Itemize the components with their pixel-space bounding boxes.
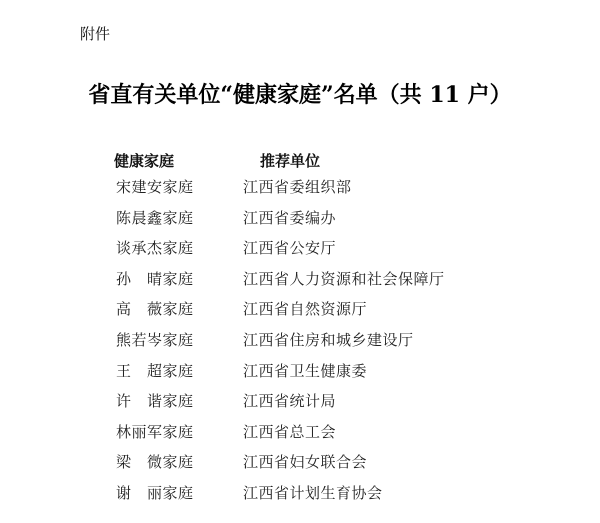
recommending-unit: 江西省公安厅 xyxy=(243,239,337,258)
table-row xyxy=(0,298,600,329)
column-header-family: 健康家庭 xyxy=(114,152,175,170)
table-row xyxy=(0,390,600,421)
recommending-unit: 江西省统计局 xyxy=(243,392,337,411)
table-row xyxy=(0,360,600,391)
table-row xyxy=(0,451,600,482)
table-row xyxy=(0,329,600,360)
table-header xyxy=(0,150,600,172)
table-row xyxy=(0,237,600,268)
recommending-unit: 江西省委编办 xyxy=(243,208,337,227)
table-row xyxy=(0,482,600,513)
table-row xyxy=(0,421,600,452)
family-name: 熊若岑家庭 xyxy=(116,330,194,349)
family-name: 高 薇家庭 xyxy=(116,300,194,319)
table-row xyxy=(0,268,600,299)
family-name: 宋建安家庭 xyxy=(116,178,194,196)
recommending-unit: 江西省委组织部 xyxy=(243,178,352,196)
family-name: 许 谐家庭 xyxy=(116,392,194,411)
column-header-unit: 推荐单位 xyxy=(260,152,321,170)
family-list xyxy=(0,176,600,513)
recommending-unit: 江西省人力资源和社会保障厅 xyxy=(243,269,445,288)
recommending-unit: 江西省妇女联合会 xyxy=(243,453,368,472)
recommending-unit: 江西省自然资源厅 xyxy=(243,300,368,319)
family-name: 谢 丽家庭 xyxy=(116,483,194,502)
recommending-unit: 江西省总工会 xyxy=(243,422,337,441)
family-name: 林丽军家庭 xyxy=(116,422,194,441)
recommending-unit: 江西省计划生育协会 xyxy=(243,483,383,502)
table-row xyxy=(0,207,600,238)
family-name: 陈晨鑫家庭 xyxy=(116,208,194,227)
family-name: 王 超家庭 xyxy=(116,361,194,380)
family-name: 谈承杰家庭 xyxy=(116,239,194,258)
family-name: 孙 晴家庭 xyxy=(116,269,194,288)
attachment-label: 附件 xyxy=(80,25,111,43)
recommending-unit: 江西省住房和城乡建设厅 xyxy=(243,330,414,349)
document-title: 省直有关单位“健康家庭”名单（共 11 户） xyxy=(88,82,512,108)
table-row xyxy=(0,176,600,207)
recommending-unit: 江西省卫生健康委 xyxy=(243,361,368,380)
family-name: 梁 微家庭 xyxy=(116,453,194,472)
